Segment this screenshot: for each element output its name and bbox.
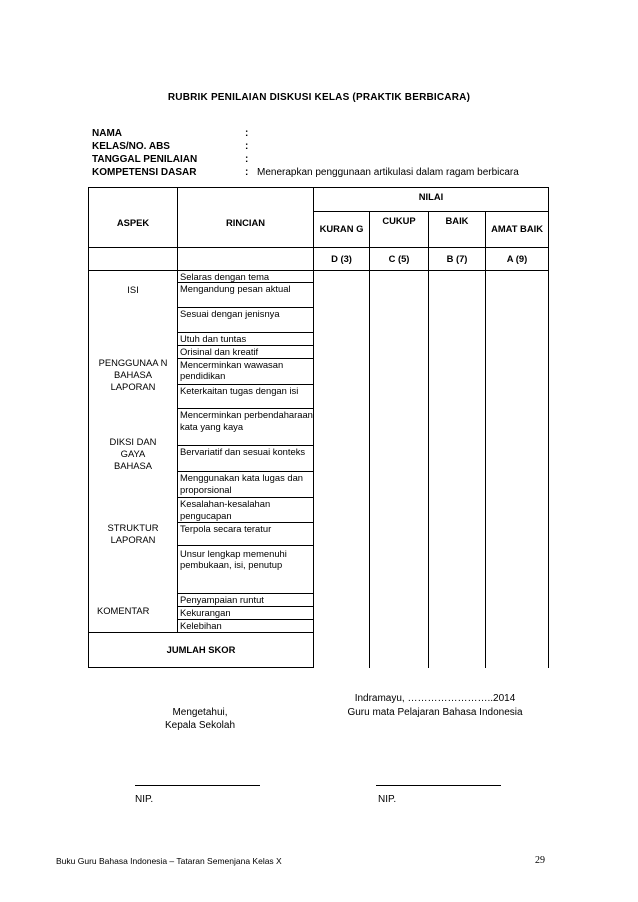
rincian-item: Bervariatif dan sesuai konteks — [178, 446, 314, 472]
info-label: NAMA — [92, 128, 122, 139]
info-label: TANGGAL PENILAIAN — [92, 154, 198, 165]
rincian-item: Selaras dengan tema — [178, 270, 314, 283]
score-b: B (7) — [429, 247, 486, 270]
rincian-item: Unsur lengkap memenuhi pembukaan, isi, penutup — [178, 545, 314, 594]
level-cukup: CUKUP — [370, 211, 429, 247]
signature-line-left — [135, 785, 260, 786]
info-label: KELAS/NO. ABS — [92, 141, 170, 152]
rincian-item: Mencerminkan wawasan pendidikan — [178, 358, 314, 384]
kompetensi-value: Menerapkan penggunaan artikulasi dalam ragam berbicara — [257, 167, 519, 178]
aspect-komentar: KOMENTAR — [89, 594, 178, 633]
rincian-item: Terpola secara teratur — [178, 522, 314, 545]
rincian-item: Sesuai dengan jenisnya — [178, 308, 314, 333]
rincian-item: Mengandung pesan aktual — [178, 283, 314, 308]
aspect-isi: ISI — [89, 270, 178, 345]
aspect-diksi-gaya-bahasa: DIKSI DAN GAYA BAHASA — [89, 409, 178, 523]
signature-line-right — [376, 785, 501, 786]
rincian-item: Keterkaitan tugas dengan isi — [178, 384, 314, 409]
rincian-item: Menggunakan kata lugas dan proporsional — [178, 472, 314, 498]
document-title: RUBRIK PENILAIAN DISKUSI KELAS (PRAKTIK BERBICARA) — [167, 92, 471, 103]
rincian-item: Orisinal dan kreatif — [178, 345, 314, 358]
guru-label: Guru mata Pelajaran Bahasa Indonesia — [347, 707, 523, 718]
jumlah-skor-label: JUMLAH SKOR — [89, 632, 314, 667]
header-nilai: NILAI — [314, 188, 549, 212]
blank-cell — [178, 247, 314, 270]
info-colon: : — [245, 128, 249, 139]
rincian-item: Mencerminkan perbendaharaan kata yang kaya — [178, 409, 314, 446]
score-cell-d[interactable] — [314, 270, 370, 667]
nip-right: NIP. — [378, 794, 397, 805]
blank-cell — [89, 247, 178, 270]
header-rincian: RINCIAN — [178, 188, 314, 248]
level-amat-baik: AMAT BAIK — [486, 211, 549, 247]
score-d: D (3) — [314, 247, 370, 270]
rincian-item: Penyampaian runtut — [178, 594, 314, 607]
rincian-item: Kesalahan-kesalahan pengucapan — [178, 498, 314, 523]
page-number: 29 — [535, 855, 545, 866]
mengetahui-label: Mengetahui, — [172, 707, 228, 718]
kepala-sekolah-label: Kepala Sekolah — [164, 720, 236, 731]
info-colon: : — [245, 154, 249, 165]
info-colon: : — [245, 141, 249, 152]
info-label: KOMPETENSI DASAR — [92, 167, 197, 178]
rincian-item: Kekurangan — [178, 606, 314, 619]
footer-text: Buku Guru Bahasa Indonesia – Tataran Semenjana Kelas X — [56, 856, 282, 866]
score-c: C (5) — [370, 247, 429, 270]
nip-left: NIP. — [135, 794, 154, 805]
place-date: Indramayu, ……………………..2014 — [354, 693, 516, 704]
score-cell-a[interactable] — [486, 270, 549, 667]
score-cell-c[interactable] — [370, 270, 429, 667]
rincian-item: Utuh dan tuntas — [178, 332, 314, 345]
header-aspek: ASPEK — [89, 188, 178, 248]
level-kurang: KURAN G — [314, 211, 370, 247]
info-colon: : — [245, 167, 249, 178]
score-cell-b[interactable] — [429, 270, 486, 667]
aspect-penggunaan-bahasa: PENGGUNAA N BAHASA LAPORAN — [89, 345, 178, 408]
aspect-struktur-laporan: STRUKTUR LAPORAN — [89, 522, 178, 593]
level-baik: BAIK — [429, 211, 486, 247]
rincian-item: Kelebihan — [178, 619, 314, 632]
score-a: A (9) — [486, 247, 549, 270]
rubric-table — [88, 187, 549, 668]
